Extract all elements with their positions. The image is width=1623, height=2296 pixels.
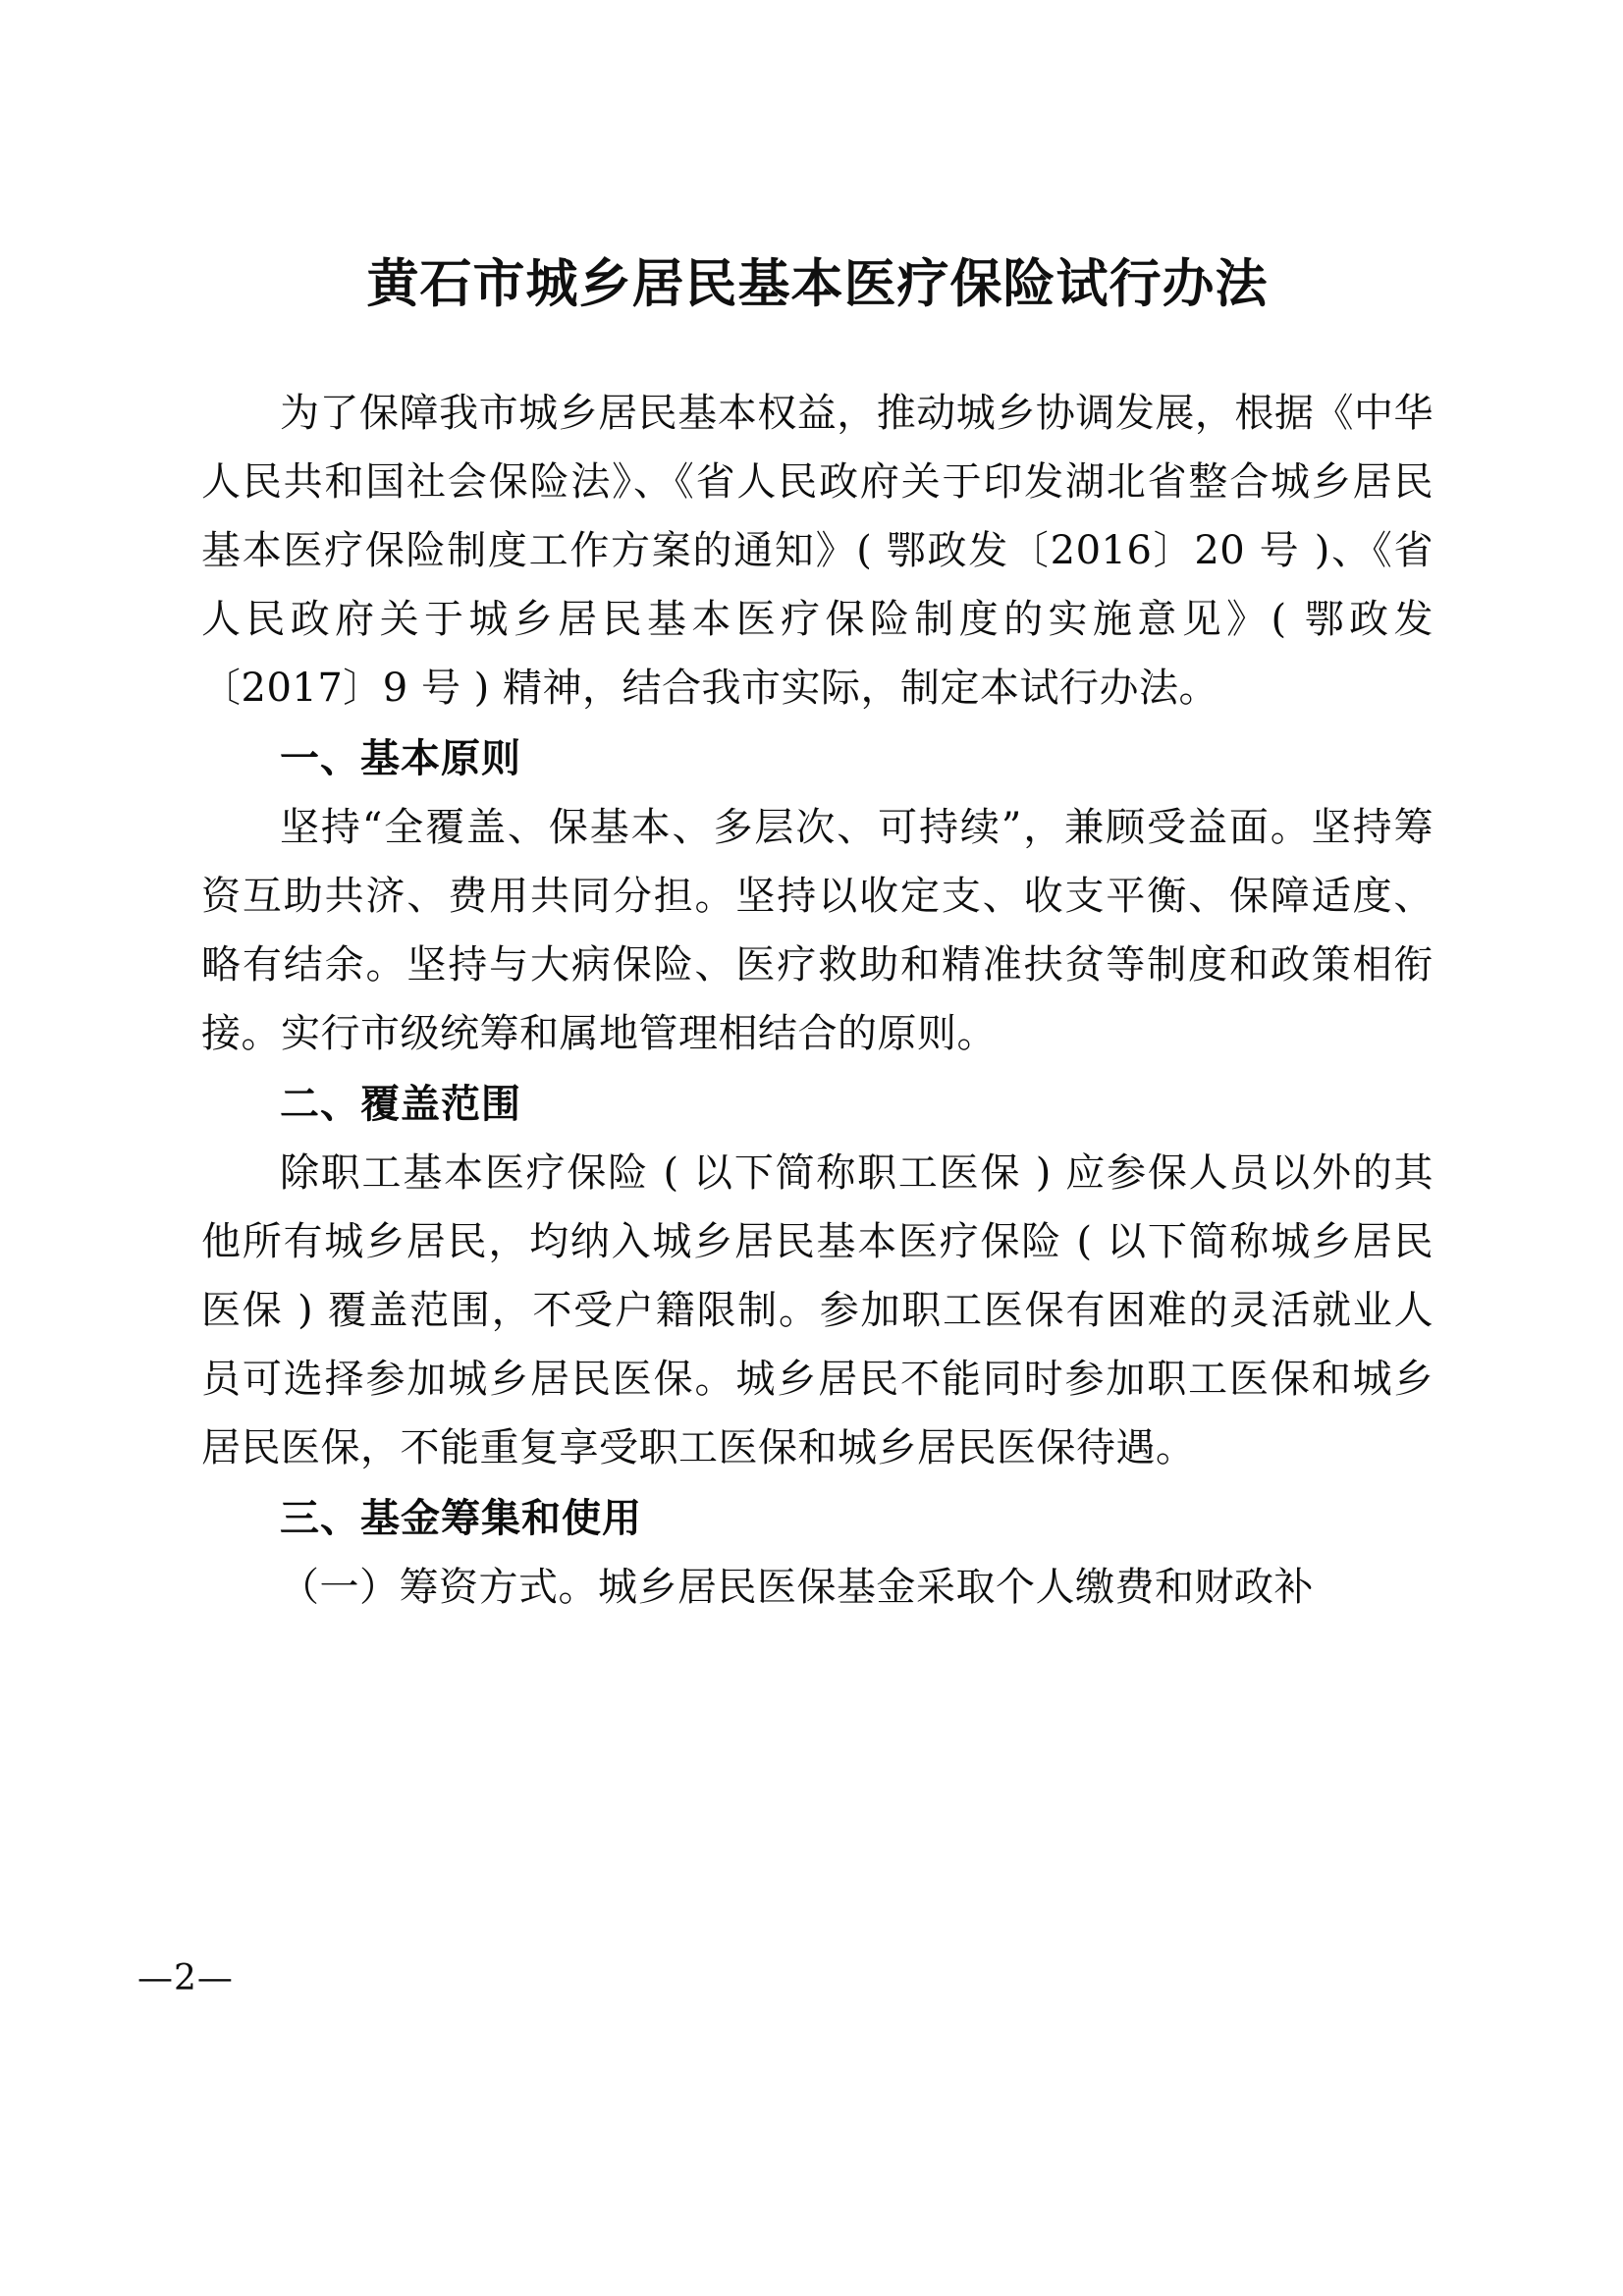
page-title: 黄石市城乡居民基本医疗保险试行办法 bbox=[366, 253, 1269, 314]
section-1-body: 坚持“全覆盖、保基本、多层次、可持续”，兼顾受益面。坚持筹资互助共济、费用共同分担。坚持以收定支、收支平衡、保障适度、略有结余。坚持与大病保险、医疗救助和精准扶贫等制度和政策相衔接。实行市级统筹和属地管理相结合的原则。 bbox=[201, 804, 1434, 1056]
section-heading-3: 三、基金筹集和使用 bbox=[280, 1494, 642, 1541]
document-body bbox=[201, 250, 1434, 1624]
section-3-item-1: （一）筹资方式。城乡居民医保基金采取个人缴费和财政补 bbox=[280, 1564, 1314, 1610]
intro-paragraph: 为了保障我市城乡居民基本权益，推动城乡协调发展，根据《中华人民共和国社会保险法》、《省人民政府关于印发湖北省整合城乡居民基本医疗保险制度工作方案的通知》( 鄂政发〔2016〕20 号 )、《省人民政府关于城乡居民基本医疗保险制度的实施意见》( 鄂政发〔2017〕9 号 ) 精神，结合我市实际，制定本试行办法。 bbox=[201, 390, 1434, 711]
section-2-body: 除职工基本医疗保险 ( 以下简称职工医保 ) 应参保人员以外的其他所有城乡居民，均纳入城乡居民基本医疗保险 ( 以下简称城乡居民医保 ) 覆盖范围，不受户籍限制。参加职工医保有困难的灵活就业人员可选择参加城乡居民医保。城乡居民不能同时参加职工医保和城乡居民医保，不能重复享受职工医保和城乡居民医保待遇。 bbox=[201, 1149, 1434, 1470]
page-number: —2— bbox=[137, 1958, 234, 1999]
section-heading-2: 二、覆盖范围 bbox=[280, 1080, 521, 1127]
section-heading-1: 一、基本原则 bbox=[280, 734, 521, 781]
